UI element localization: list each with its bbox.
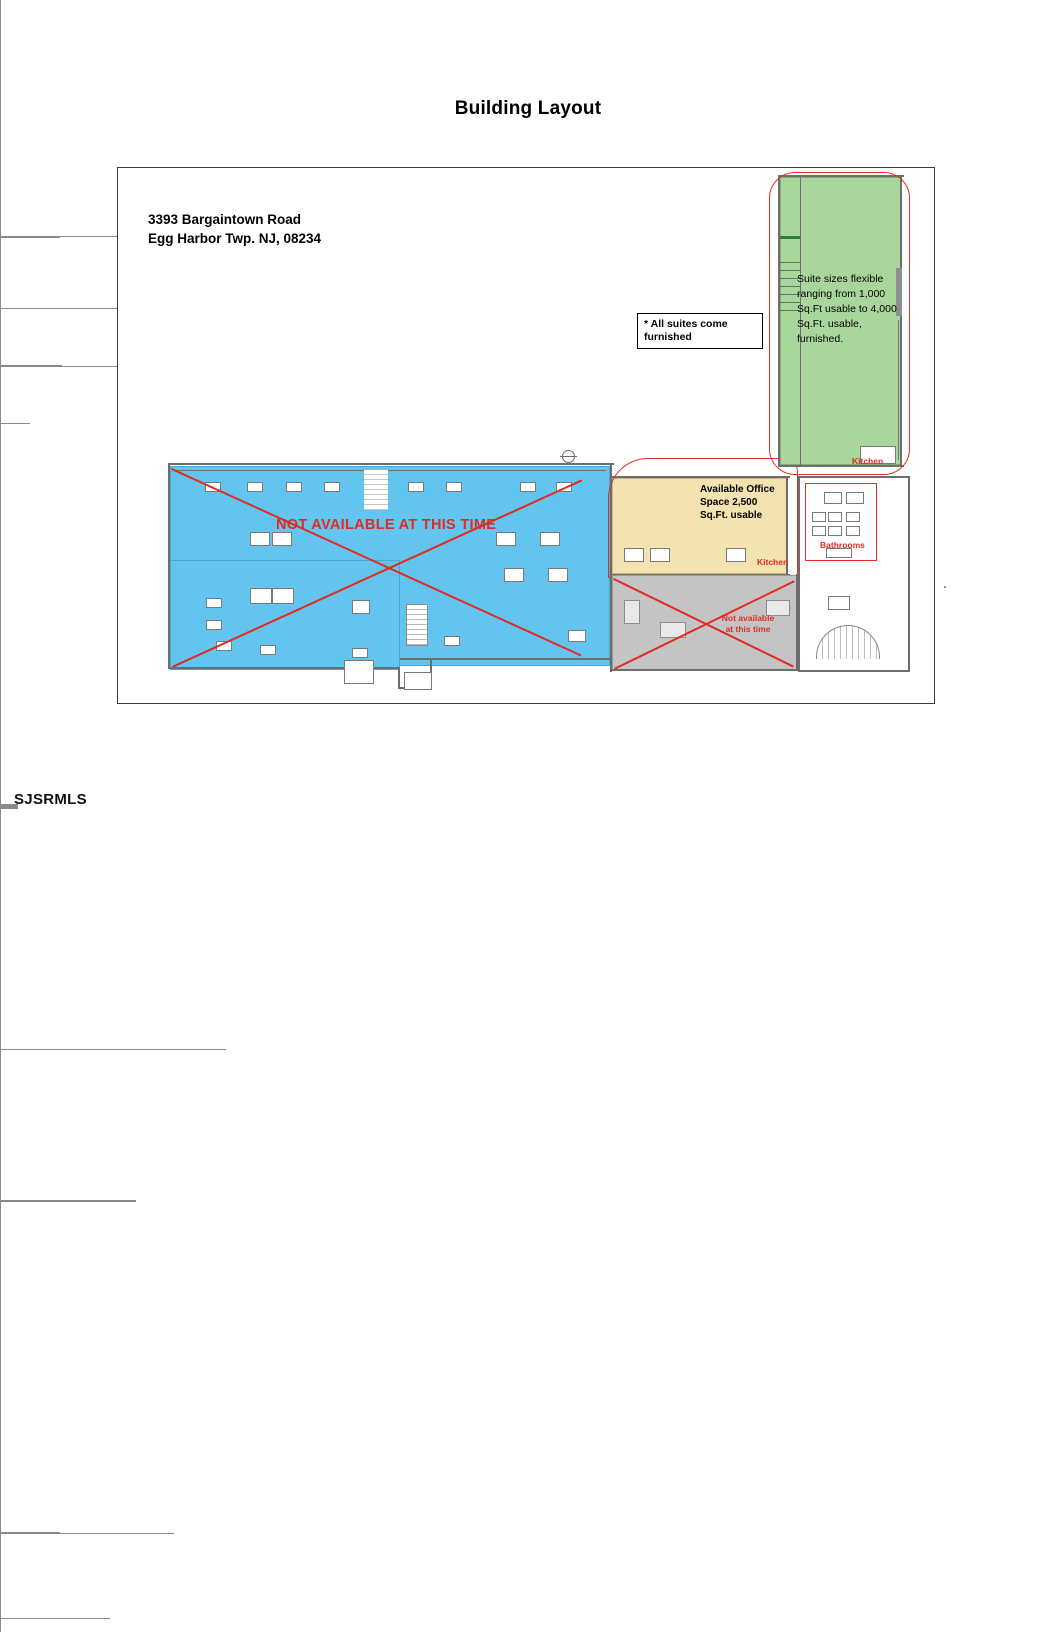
furniture [247, 482, 263, 492]
furniture [272, 588, 294, 604]
furniture [650, 548, 670, 562]
wall [0, 1414, 1, 1452]
wall [0, 1201, 136, 1202]
furniture [408, 482, 424, 492]
wall [170, 463, 614, 465]
furniture [446, 482, 462, 492]
wall [0, 929, 1, 969]
wall [610, 476, 790, 478]
wall [168, 463, 170, 669]
wall [780, 270, 800, 271]
kitchen-label-yellow: Kitchen [757, 557, 789, 567]
wall [778, 175, 780, 467]
wall [176, 470, 606, 471]
not-available-label: NOT AVAILABLE AT THIS TIME [276, 517, 497, 533]
furniture [726, 548, 746, 562]
wall [0, 367, 1, 423]
wall [0, 969, 1, 1009]
furniture [250, 588, 272, 604]
suite-sizes-note: Suite sizes flexible ranging from 1,000 Sq.Ft usable to 4,000 Sq.Ft. usable, furnished. [797, 273, 897, 345]
wall [0, 1009, 1, 1049]
wall [780, 262, 800, 263]
wall [0, 889, 1, 929]
furniture [206, 620, 222, 630]
wall [0, 238, 1, 308]
furniture [812, 526, 826, 536]
wall [0, 423, 30, 424]
door-symbol-bar [560, 456, 577, 457]
wall [400, 658, 612, 660]
kitchen-label-green: Kitchen [852, 456, 884, 466]
furniture [812, 512, 826, 522]
furniture [624, 600, 640, 624]
wall [0, 1452, 1, 1492]
wall [0, 1492, 1, 1532]
wall [610, 669, 798, 671]
furniture [846, 526, 860, 536]
furniture [624, 548, 644, 562]
wall [0, 1533, 174, 1534]
wall [798, 476, 910, 478]
wall [778, 175, 904, 177]
furniture [824, 492, 842, 504]
wall [0, 1376, 1, 1414]
furniture [828, 596, 850, 610]
furniture [846, 512, 860, 522]
wall [610, 574, 612, 672]
address-line-1: 3393 Bargaintown Road [148, 212, 302, 227]
furniture [444, 636, 460, 646]
furniture [272, 532, 292, 546]
wall [0, 1619, 1, 1632]
wall [0, 1618, 110, 1619]
wall [0, 1049, 226, 1050]
wall [798, 670, 910, 672]
wall [0, 424, 1, 614]
furniture [344, 660, 374, 684]
furniture [496, 532, 516, 546]
footer-logo: SJSRMLS [14, 791, 87, 808]
furniture [352, 600, 370, 614]
wall [0, 849, 1, 889]
wall [0, 1050, 1, 1100]
furniture [286, 482, 302, 492]
furniture [828, 526, 842, 536]
furniture [548, 568, 568, 582]
furniture [540, 532, 560, 546]
wall [0, 1150, 1, 1200]
wall [0, 614, 1, 804]
wall [0, 366, 120, 367]
furniture [352, 648, 368, 658]
page-title: Building Layout [454, 98, 602, 119]
stairs [406, 604, 428, 646]
available-office-note: Available Office Space 2,500 Sq.Ft. usable [700, 484, 775, 521]
wall [0, 1202, 1, 1260]
wall [398, 667, 400, 689]
wall [0, 44, 1, 88]
wall [908, 476, 910, 672]
stairs [364, 470, 388, 510]
furniture [504, 568, 524, 582]
address-line-2: Egg Harbor Twp. NJ, 08234 [148, 231, 322, 246]
furniture [520, 482, 536, 492]
wall [0, 176, 1, 236]
wall [0, 808, 18, 809]
furniture [206, 598, 222, 608]
wall [0, 237, 60, 238]
wall [778, 465, 904, 467]
wall [798, 476, 800, 672]
furniture [404, 672, 432, 690]
wall [0, 1534, 1, 1560]
wall [0, 0, 1, 44]
furniture [260, 645, 276, 655]
wall [0, 309, 1, 365]
wall [0, 809, 1, 849]
wall [0, 1100, 1, 1150]
furniture [324, 482, 340, 492]
furniture [250, 532, 270, 546]
wall [0, 308, 120, 309]
furniture [828, 512, 842, 522]
wall [0, 1318, 1, 1376]
wall [780, 236, 800, 239]
furniture [568, 630, 586, 642]
furniture [846, 492, 864, 504]
wall [0, 132, 1, 176]
wall [0, 1260, 1, 1318]
not-available-small-label: Not available at this time [721, 613, 775, 634]
wall [0, 1560, 1, 1618]
address-block [148, 210, 321, 248]
furnished-note-box: * All suites come furnished [637, 313, 763, 349]
bathrooms-label: Bathrooms [820, 540, 865, 550]
artifact-dot [944, 586, 946, 588]
